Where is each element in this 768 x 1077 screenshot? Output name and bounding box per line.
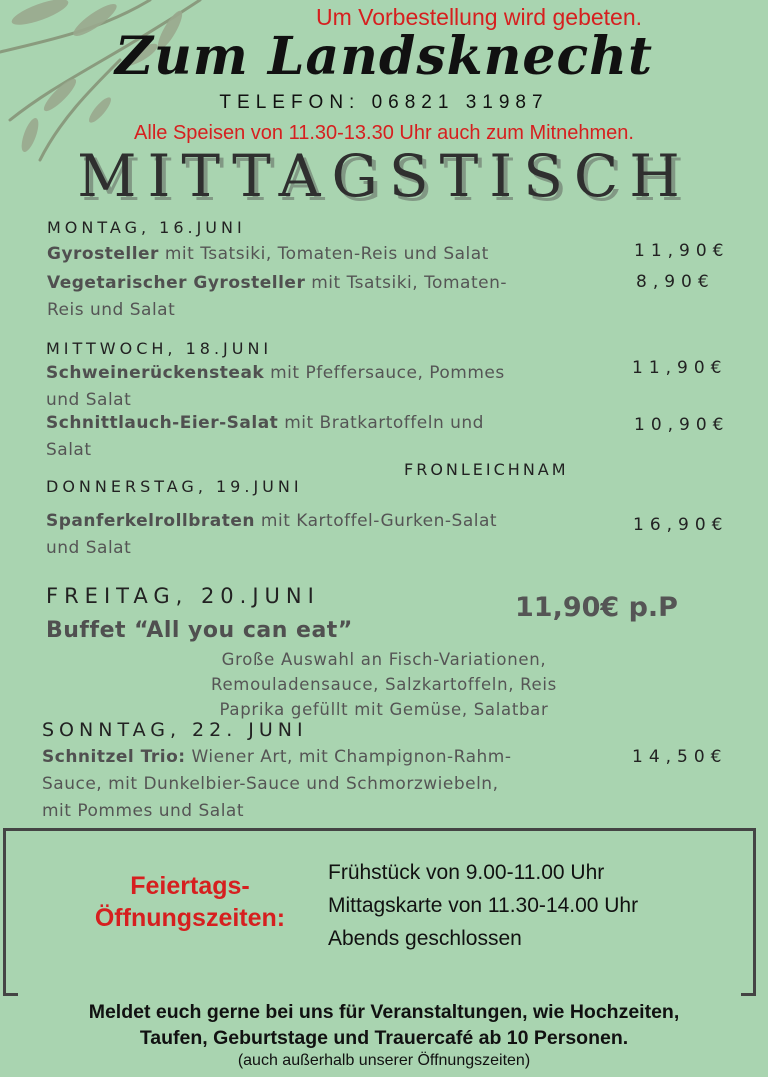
phone-number: TELEFON: 06821 31987 [219, 92, 549, 113]
dish-price: 14,50€ [632, 747, 728, 767]
holiday-hours-title [40, 870, 340, 934]
buffet-price: 11,90€ p.P [515, 592, 678, 623]
holiday-box-top-border [3, 828, 756, 831]
dish-desc: Sauce, mit Dunkelbier-Sauce und Schmorzwiebeln, [42, 774, 499, 794]
dish-desc: Reis und Salat [47, 300, 176, 320]
takeaway-notice: Alle Speisen von 11.30-13.30 Uhr auch zum Mitnehmen. [134, 122, 634, 144]
dish-desc: mit Bratkartoffeln und [278, 413, 484, 433]
dish-name: Schweinerückensteak [46, 363, 265, 383]
buffet-line: Große Auswahl an Fisch-Variationen, [221, 650, 547, 669]
holiday-title-line: Feiertags- [130, 872, 250, 900]
dish-name: Spanferkelrollbraten [46, 511, 256, 531]
buffet-line: Paprika gefüllt mit Gemüse, Salatbar [219, 700, 549, 719]
preorder-notice: Um Vorbestellung wird gebeten. [316, 4, 643, 30]
restaurant-name: Zum Landsknecht [115, 26, 653, 87]
dish-desc: Wiener Art, mit Champignon-Rahm- [185, 747, 512, 767]
holiday-hours-list [328, 856, 638, 955]
buffet-title: Buffet “All you can eat” [46, 618, 353, 643]
dish-price: 16,90€ [633, 515, 729, 535]
day-label-donnerstag: DONNERSTAG, 19.JUNI [46, 477, 303, 496]
dish-name: Schnitzel Trio: [42, 747, 186, 767]
dish-desc: und Salat [46, 390, 132, 410]
dish-desc: mit Pommes und Salat [42, 801, 244, 821]
dish-name: Schnittlauch-Eier-Salat [46, 413, 279, 433]
day-label-mittwoch: MITTWOCH, 18.JUNI [46, 339, 273, 358]
dish-desc: mit Tsatsiki, Tomaten-Reis und Salat [158, 244, 489, 264]
footer-events-line2: Taufen, Geburtstage und Trauercafé ab 10 Personen. [139, 1027, 629, 1049]
holiday-box-right-border [741, 828, 756, 996]
hours-item-lunch: Mittagskarte von 11.30-14.00 Uhr [328, 894, 639, 917]
day-label-montag: MONTAG, 16.JUNI [47, 218, 246, 237]
dish-schnittlauch-eier-salat [46, 410, 626, 464]
dish-desc: und Salat [46, 538, 132, 558]
dish-spanferkelrollbraten [46, 508, 626, 562]
dish-name: Vegetarischer Gyrosteller [47, 273, 306, 293]
footer-note: (auch außerhalb unserer Öffnungszeiten) [237, 1052, 531, 1069]
dish-price: 11,90€ [632, 358, 728, 378]
holiday-box-left-border [3, 828, 18, 996]
holiday-note: FRONLEICHNAM [404, 460, 569, 479]
hours-item-breakfast: Frühstück von 9.00-11.00 Uhr [328, 861, 605, 884]
day-label-sonntag: SONNTAG, 22. JUNI [42, 719, 308, 741]
holiday-title-line: Öffnungszeiten: [94, 904, 286, 932]
dish-schnitzel-trio [42, 744, 632, 825]
dish-desc: mit Pfeffersauce, Pommes [264, 363, 505, 383]
dish-desc: mit Tsatsiki, Tomaten- [305, 273, 507, 293]
dish-desc: Salat [46, 440, 92, 460]
buffet-line: Remouladensauce, Salzkartoffeln, Reis [211, 675, 557, 694]
dish-schweinerueckensteak [46, 360, 626, 414]
footer-events-line1: Meldet euch gerne bei uns für Veranstaltungen, wie Hochzeiten, [88, 1001, 680, 1023]
dish-price: 10,90€ [634, 415, 730, 435]
dish-name: Gyrosteller [47, 244, 159, 264]
page-title: MITTAGSTISCH [77, 142, 691, 210]
dish-price: 8,90€ [636, 272, 715, 292]
dish-gyrosteller [47, 241, 607, 268]
hours-item-evening: Abends geschlossen [328, 927, 522, 950]
dish-desc: mit Kartoffel-Gurken-Salat [255, 511, 498, 531]
dish-price: 11,90€ [634, 241, 730, 261]
day-label-freitag: FREITAG, 20.JUNI [46, 584, 320, 608]
dish-vegetarischer-gyrosteller [47, 270, 622, 324]
